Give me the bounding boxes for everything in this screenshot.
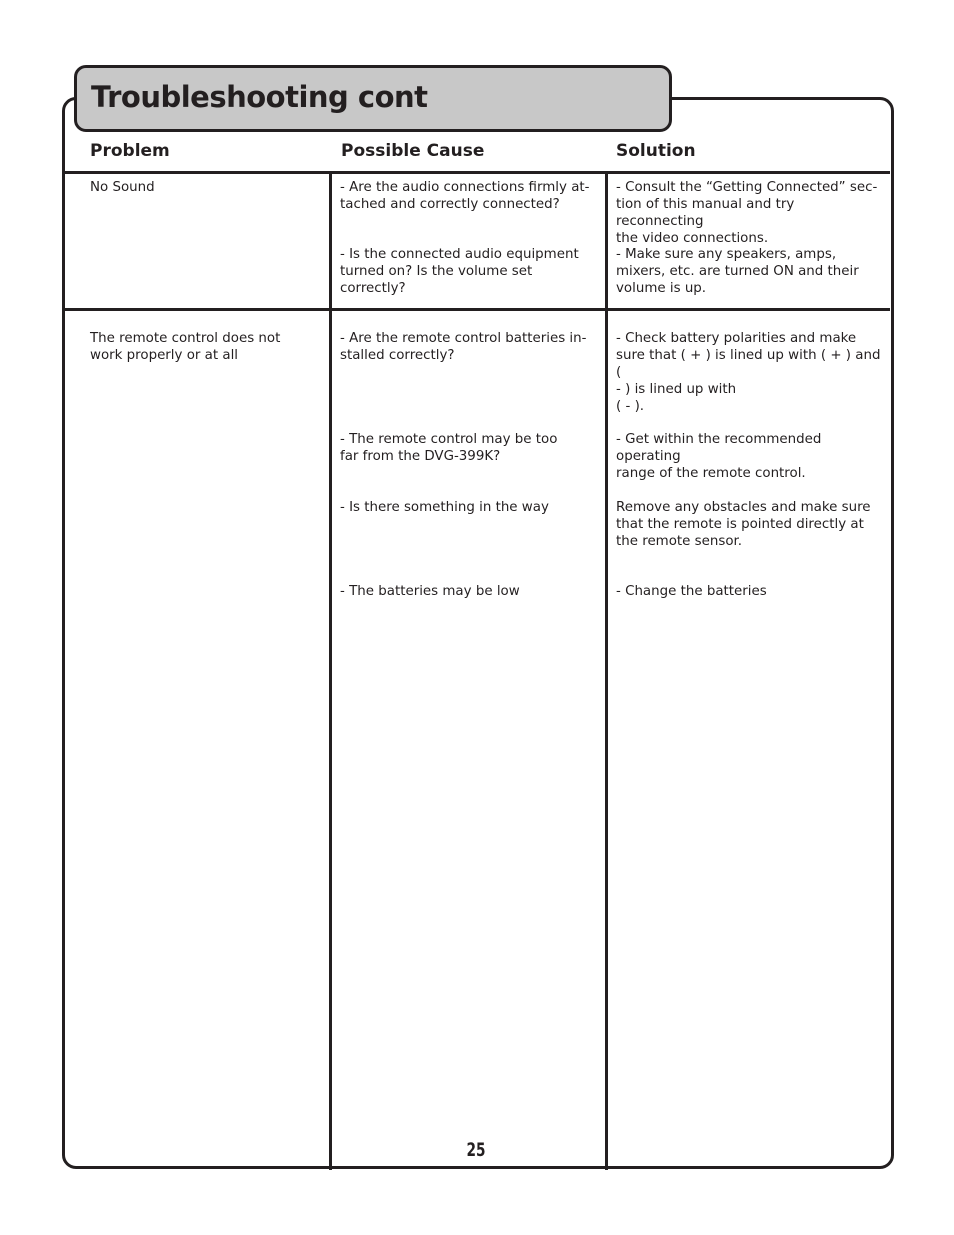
- title-tab: [74, 65, 672, 132]
- row1-solution-1: - Consult the “Getting Connected” sec- tion of this manual and try reconnecting the video connections.: [616, 180, 878, 246]
- column-divider-1: [329, 173, 332, 1170]
- row2-cause-4: - The batteries may be low: [340, 584, 520, 599]
- row2-cause-2: - The remote control may be too far from the DVG-399K?: [340, 432, 558, 464]
- row2-solution-3: Remove any obstacles and make sure that the remote is pointed directly at the remote sensor.: [616, 500, 871, 549]
- row2-solution-1: - Check battery polarities and make sure that ( + ) is lined up with ( + ) and ( - ) is lined up with ( - ).: [616, 331, 881, 414]
- row1-cause-2: - Is the connected audio equipment turned on? Is the volume set correctly?: [340, 247, 579, 296]
- header-divider: [62, 171, 890, 174]
- header-possible-cause: Possible Cause: [341, 141, 485, 161]
- header-solution: Solution: [616, 141, 696, 161]
- column-divider-2: [605, 173, 608, 1170]
- row-divider: [62, 308, 890, 311]
- row1-cause-1: - Are the audio connections firmly at- tached and correctly connected?: [340, 180, 590, 212]
- row1-solution-2: - Make sure any speakers, amps, mixers, etc. are turned ON and their volume is up.: [616, 247, 859, 296]
- row1-problem: No Sound: [90, 180, 155, 195]
- row2-solution-2: - Get within the recommended operating range of the remote control.: [616, 432, 822, 481]
- row2-cause-1: - Are the remote control batteries in- stalled correctly?: [340, 331, 587, 363]
- header-problem: Problem: [90, 141, 170, 161]
- page-number: 25: [466, 1139, 486, 1161]
- row2-cause-3: - Is there something in the way: [340, 500, 549, 515]
- page-title: Troubleshooting cont: [91, 80, 428, 114]
- row2-solution-4: - Change the batteries: [616, 584, 767, 599]
- row2-problem: The remote control does not work properly or at all: [90, 331, 281, 363]
